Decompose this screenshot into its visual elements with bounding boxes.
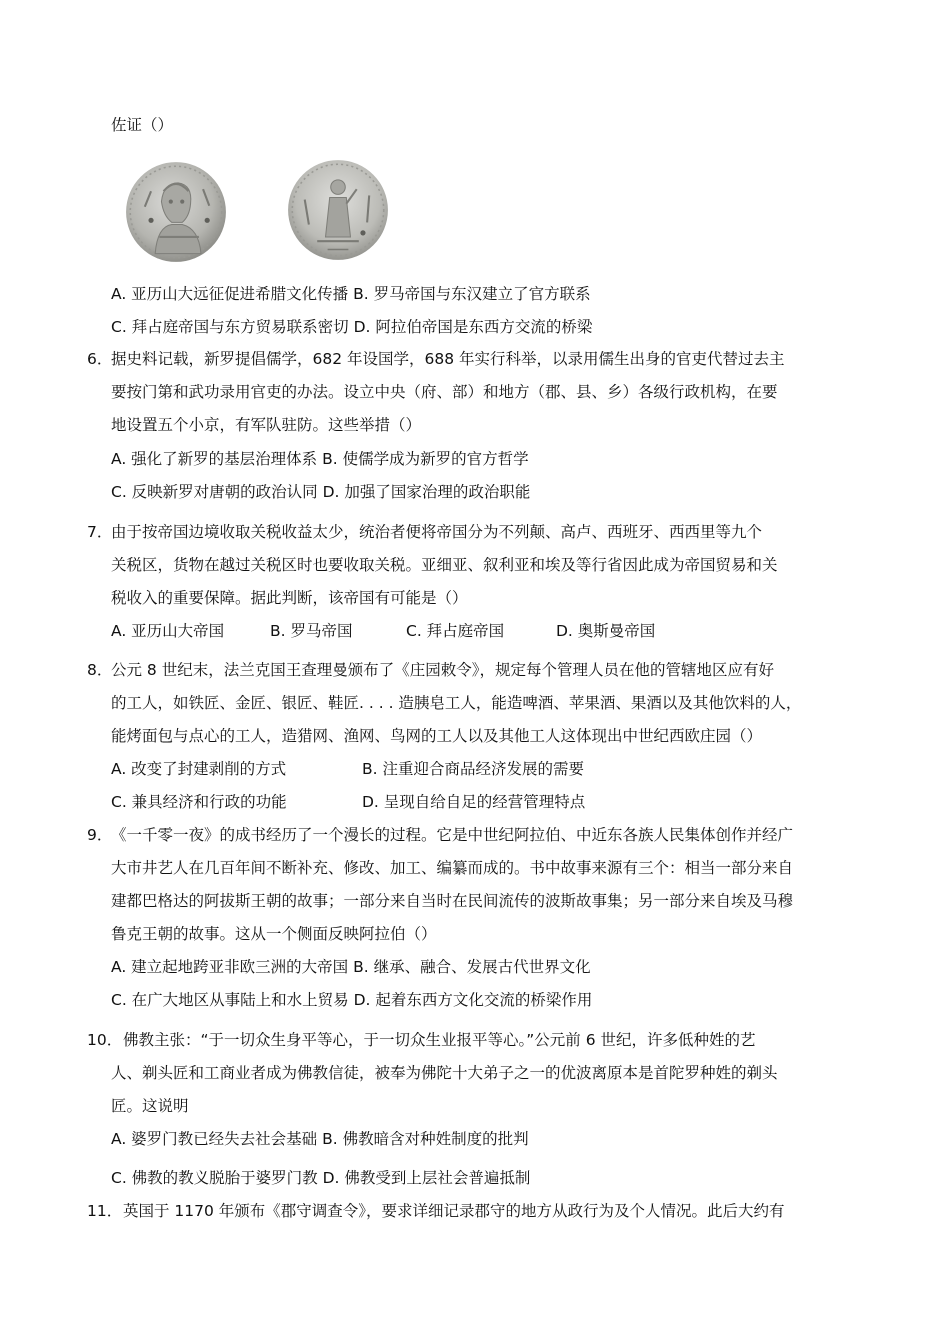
q10-stem-line: 匠。这说明 — [111, 1097, 189, 1115]
q7-number: 7． — [87, 523, 113, 541]
q7-option-c: C. 拜占庭帝国 — [406, 622, 505, 640]
q8-option-a: A. 改变了封建剥削的方式 — [111, 760, 287, 778]
q7-option-b: B. 罗马帝国 — [270, 622, 353, 640]
coin-reverse-icon — [286, 158, 390, 262]
q5-options-ab: A. 亚历山大远征促进希腊文化传播 B. 罗马帝国与东汉建立了官方联系 — [111, 285, 591, 303]
q7-stem-line: 税收入的重要保障。据此判断，该帝国有可能是（） — [111, 589, 468, 607]
q9-stem-line: 大市井艺人在几百年间不断补充、修改、加工、编纂而成的。书中故事来源有三个：相当一部分来自 — [111, 859, 794, 877]
q10-number: 10． — [87, 1031, 123, 1049]
q9-stem-line: 鲁克王朝的故事。这从一个侧面反映阿拉伯（） — [111, 925, 437, 943]
q6-stem-line: 地设置五个小京，有军队驻防。这些举措（） — [111, 416, 422, 434]
q6-number: 6． — [87, 350, 113, 368]
q8-option-d: D. 呈现自给自足的经营管理特点 — [362, 793, 586, 811]
q9-stem-line: 建都巴格达的阿拔斯王朝的故事；一部分来自当时在民间流传的波斯故事集；另一部分来自埃及马穆 — [111, 892, 794, 910]
q8-stem-line: 的工人，如铁匠、金匠、银匠、鞋匠. . . . 造胰皂工人，能造啤酒、苹果酒、果酒以及其他饮料的人， — [111, 694, 802, 712]
q7-stem-line: 关税区，货物在越过关税区时也要收取关税。亚细亚、叙利亚和埃及等行省因此成为帝国贸易和关 — [111, 556, 778, 574]
q9-number: 9． — [87, 826, 113, 844]
q7-option-d: D. 奥斯曼帝国 — [556, 622, 656, 640]
q5-prompt-tail: 佐证（） — [111, 116, 174, 134]
q6-options-ab: A. 强化了新罗的基层治理体系 B. 使儒学成为新罗的官方哲学 — [111, 450, 529, 468]
q8-option-b: B. 注重迎合商品经济发展的需要 — [362, 760, 584, 778]
q9-options-ab: A. 建立起地跨亚非欧三洲的大帝国 B. 继承、融合、发展古代世界文化 — [111, 958, 591, 976]
q8-option-c: C. 兼具经济和行政的功能 — [111, 793, 287, 811]
q8-number: 8． — [87, 661, 113, 679]
q6-stem-line: 据史料记载，新罗提倡儒学，682 年设国学，688 年实行科举，以录用儒生出身的官吏代替过去主 — [111, 350, 785, 368]
q10-options-ab: A. 婆罗门教已经失去社会基础 B. 佛教暗含对种姓制度的批判 — [111, 1130, 529, 1148]
q5-options-cd: C. 拜占庭帝国与东方贸易联系密切 D. 阿拉伯帝国是东西方交流的桥梁 — [111, 318, 593, 336]
q10-options-cd: C. 佛教的教义脱胎于婆罗门教 D. 佛教受到上层社会普遍抵制 — [111, 1169, 531, 1187]
q7-stem-line: 由于按帝国边境收取关税收益太少，统治者便将帝国分为不列颠、高卢、西班牙、西西里等九个 — [111, 523, 763, 541]
q8-stem-line: 公元 8 世纪末，法兰克国王查理曼颁布了《庄园敕令》，规定每个管理人员在他的管辖地区应有好 — [111, 661, 774, 679]
q9-options-cd: C. 在广大地区从事陆上和水上贸易 D. 起着东西方文化交流的桥梁作用 — [111, 991, 593, 1009]
q9-stem-line: 《一千零一夜》的成书经历了一个漫长的过程。它是中世纪阿拉伯、中近东各族人民集体创作并经广 — [111, 826, 794, 844]
q10-stem-line: 人、剃头匠和工商业者成为佛教信徒，被奉为佛陀十大弟子之一的优波离原本是首陀罗种姓的剃头 — [111, 1064, 778, 1082]
q10-stem-line: 佛教主张：“于一切众生身平等心，于一切众生业报平等心。”公元前 6 世纪，许多低种姓的艺 — [123, 1031, 756, 1049]
q7-option-a: A. 亚历山大帝国 — [111, 622, 225, 640]
q11-stem-line: 英国于 1170 年颁布《郡守调查令》，要求详细记录郡守的地方从政行为及个人情况。此后大约有 — [123, 1202, 785, 1220]
q6-stem-line: 要按门第和武功录用官吏的办法。设立中央（府、部）和地方（郡、县、乡）各级行政机构，在要 — [111, 383, 778, 401]
q8-stem-line: 能烤面包与点心的工人，造猎网、渔网、鸟网的工人以及其他工人这体现出中世纪西欧庄园（） — [111, 727, 763, 745]
q11-number: 11． — [87, 1202, 123, 1220]
q6-options-cd: C. 反映新罗对唐朝的政治认同 D. 加强了国家治理的政治职能 — [111, 483, 531, 501]
coin-obverse-icon — [124, 160, 228, 264]
